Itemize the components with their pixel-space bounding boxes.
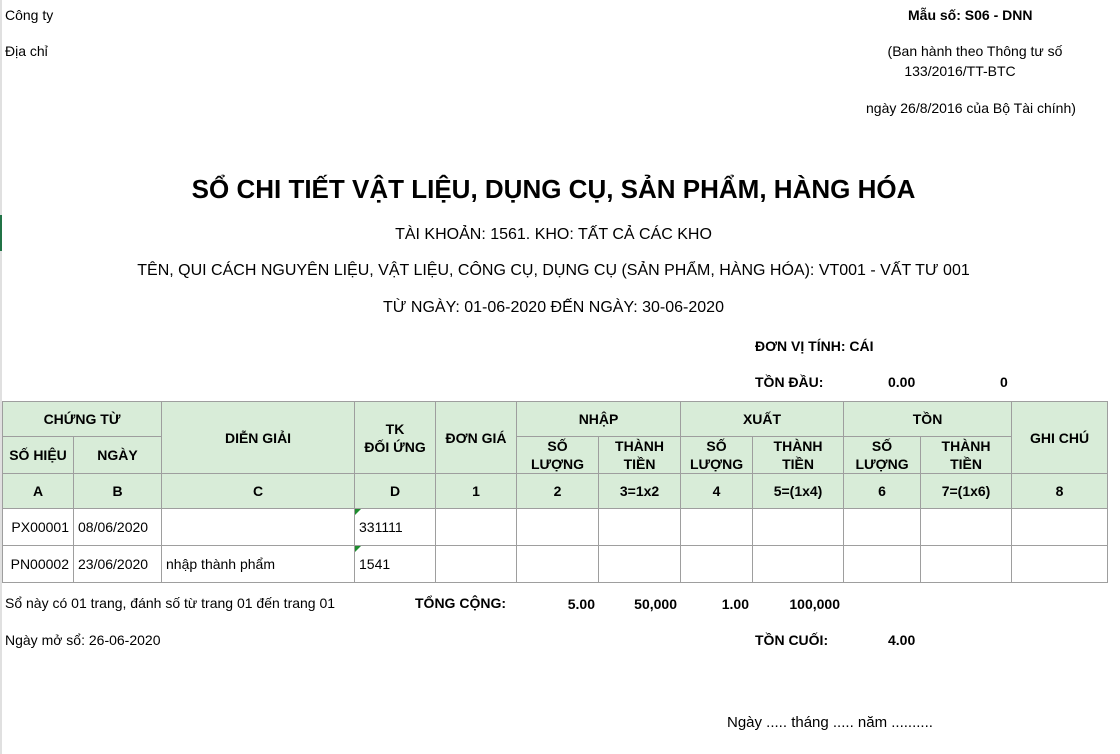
code-cell: D bbox=[355, 474, 436, 509]
item-line: TÊN, QUI CÁCH NGUYÊN LIỆU, VẬT LIỆU, CÔNG CỤ, DỤNG CỤ (SẢN PHẨM, HÀNG HÓA): VT001 - VẤT TƯ 001 bbox=[137, 262, 970, 279]
description-cell[interactable] bbox=[162, 509, 355, 546]
header-voucher-no: SỐ HIỆU bbox=[3, 437, 74, 474]
code-cell: A bbox=[3, 474, 74, 509]
in-qty-cell[interactable] bbox=[517, 509, 599, 546]
form-code: Mẫu số: S06 - DNN bbox=[908, 7, 1033, 23]
page-title: SỔ CHI TIẾT VẬT LIỆU, DỤNG CỤ, SẢN PHẨM, HÀNG HÓA bbox=[191, 174, 916, 204]
voucher-no-cell[interactable]: PN00002 bbox=[3, 546, 74, 583]
header-in-qty: SỐ LƯỢNG bbox=[517, 437, 599, 474]
sheet-left-border bbox=[0, 0, 2, 754]
code-cell: 5=(1x4) bbox=[753, 474, 844, 509]
out-qty-cell[interactable] bbox=[681, 509, 753, 546]
header-balance-qty: SỐ LƯỢNG bbox=[844, 437, 921, 474]
closing-qty: 4.00 bbox=[888, 632, 916, 648]
header-note: GHI CHÚ bbox=[1012, 402, 1108, 474]
open-date: Ngày mở sổ: 26-06-2020 bbox=[5, 632, 161, 648]
opening-qty: 0.00 bbox=[888, 374, 916, 390]
header-contra-account: TK ĐỐI ỨNG bbox=[355, 402, 436, 474]
issued-line-1: (Ban hành theo Thông tư số bbox=[887, 43, 1063, 59]
voucher-date-cell[interactable]: 08/06/2020 bbox=[74, 509, 162, 546]
in-amount-cell[interactable] bbox=[599, 509, 681, 546]
header-in-amount: THÀNH TIỀN bbox=[599, 437, 681, 474]
code-cell: 7=(1x6) bbox=[921, 474, 1012, 509]
out-qty-cell[interactable] bbox=[681, 546, 753, 583]
header-voucher-date: NGÀY bbox=[74, 437, 162, 474]
total-in-amount: 50,000 bbox=[634, 596, 677, 612]
contra-account-value: 1541 bbox=[359, 556, 391, 572]
table-row[interactable] bbox=[3, 509, 1108, 546]
address-label: Địa chỉ bbox=[5, 43, 48, 59]
header-out: XUẤT bbox=[681, 402, 844, 437]
unit-price-cell[interactable] bbox=[436, 509, 517, 546]
company-label: Công ty bbox=[5, 7, 54, 23]
total-in-qty: 5.00 bbox=[567, 596, 595, 612]
header-balance-amount: THÀNH TIỀN bbox=[921, 437, 1012, 474]
code-cell: 8 bbox=[1012, 474, 1108, 509]
description-cell[interactable]: nhập thành phẩm bbox=[162, 546, 355, 583]
header-out-qty: SỐ LƯỢNG bbox=[681, 437, 753, 474]
issued-line-2: 133/2016/TT-BTC bbox=[904, 63, 1016, 79]
code-cell: C bbox=[162, 474, 355, 509]
issued-line-3: ngày 26/8/2016 của Bộ Tài chính) bbox=[866, 100, 1076, 116]
code-cell: 2 bbox=[517, 474, 599, 509]
table-row[interactable] bbox=[3, 546, 1108, 583]
opening-amount: 0 bbox=[1000, 374, 1008, 390]
account-line: TÀI KHOẢN: 1561. KHO: TẤT CẢ CÁC KHO bbox=[395, 226, 712, 243]
unit-price-cell[interactable] bbox=[436, 546, 517, 583]
comment-indicator-icon bbox=[355, 546, 361, 552]
voucher-no-cell[interactable]: PX00001 bbox=[3, 509, 74, 546]
total-out-qty: 1.00 bbox=[721, 596, 749, 612]
total-label: TỔNG CỘNG: bbox=[415, 595, 506, 611]
note-cell[interactable] bbox=[1012, 509, 1108, 546]
balance-amount-cell[interactable] bbox=[921, 509, 1012, 546]
in-qty-cell[interactable] bbox=[517, 546, 599, 583]
code-cell: 6 bbox=[844, 474, 921, 509]
sign-date: Ngày ..... tháng ..... năm .......... bbox=[727, 714, 933, 731]
voucher-date-cell[interactable]: 23/06/2020 bbox=[74, 546, 162, 583]
opening-label: TỒN ĐẦU: bbox=[755, 374, 824, 390]
contra-account-value: 331111 bbox=[359, 519, 403, 535]
comment-indicator-icon bbox=[355, 509, 361, 515]
contra-account-cell[interactable] bbox=[355, 546, 436, 583]
balance-qty-cell[interactable] bbox=[844, 509, 921, 546]
note-cell[interactable] bbox=[1012, 546, 1108, 583]
header-balance: TỒN bbox=[844, 402, 1012, 437]
period-line: TỪ NGÀY: 01-06-2020 ĐẾN NGÀY: 30-06-2020 bbox=[383, 299, 724, 316]
in-amount-cell[interactable] bbox=[599, 546, 681, 583]
code-cell: B bbox=[74, 474, 162, 509]
out-amount-cell[interactable] bbox=[753, 509, 844, 546]
balance-amount-cell[interactable] bbox=[921, 546, 1012, 583]
out-amount-cell[interactable] bbox=[753, 546, 844, 583]
code-cell: 4 bbox=[681, 474, 753, 509]
header-description: DIỄN GIẢI bbox=[162, 402, 355, 474]
ledger-table bbox=[2, 401, 1108, 583]
header-voucher: CHỨNG TỪ bbox=[3, 402, 162, 437]
code-cell: 3=1x2 bbox=[599, 474, 681, 509]
balance-qty-cell[interactable] bbox=[844, 546, 921, 583]
closing-label: TỒN CUỐI: bbox=[755, 632, 829, 648]
contra-account-cell[interactable] bbox=[355, 509, 436, 546]
total-out-amount: 100,000 bbox=[789, 596, 840, 612]
unit-label: ĐƠN VỊ TÍNH: CÁI bbox=[755, 338, 874, 354]
code-cell: 1 bbox=[436, 474, 517, 509]
header-out-amount: THÀNH TIỀN bbox=[753, 437, 844, 474]
pages-note: Sổ này có 01 trang, đánh số từ trang 01 đến trang 01 bbox=[5, 595, 336, 611]
header-in: NHẬP bbox=[517, 402, 681, 437]
header-unit-price: ĐƠN GIÁ bbox=[436, 402, 517, 474]
